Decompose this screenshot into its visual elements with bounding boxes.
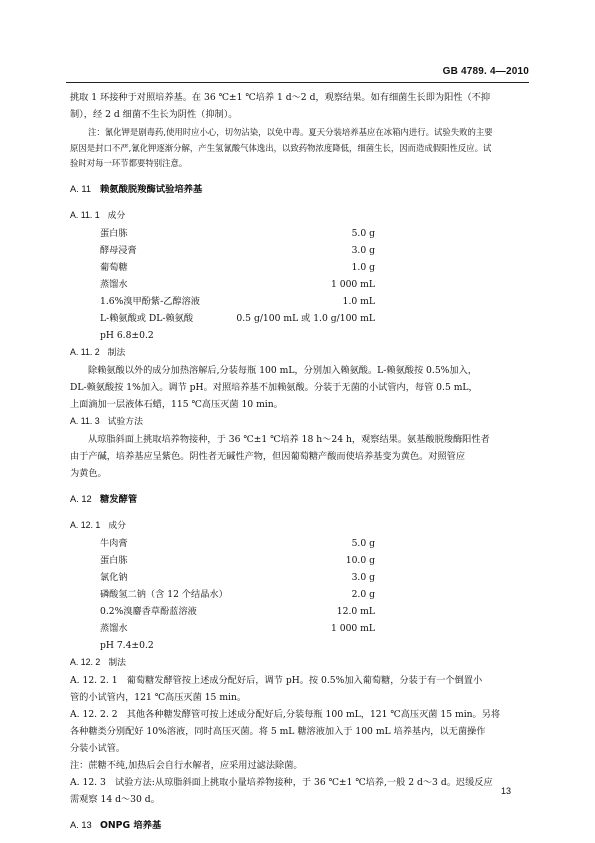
subsection-a12-2	[70, 654, 528, 672]
note-line: 验时对每一环节都要特别注意。	[70, 158, 188, 169]
ingredient-row	[100, 310, 375, 327]
page-body	[70, 89, 528, 843]
section-heading-a11	[70, 181, 528, 198]
ph-value: pH 7.4±0.2	[100, 639, 154, 651]
method-line: 除赖氨酸以外的成分加热溶解后,分装每瓶 100 mL，分别加入赖氨酸。L-赖氨酸按 0.5%加入，	[88, 364, 477, 376]
test-line: 从琼脂斜面上挑取培养物接种，于 36 ℃±1 ℃培养 18 h～24 h，观察结果。氨基酸脱羧酶阳性者	[88, 433, 490, 445]
subsection-a12-1	[70, 517, 528, 535]
test-line: 需观察 14 d～30 d。	[70, 793, 160, 805]
subsection-number: A. 11. 3	[70, 415, 100, 426]
ingredient-name: L-赖氨酸或 DL-赖氨酸	[100, 312, 194, 324]
intro-line: 挑取 1 环接种于对照培养基。在 36 ℃±1 ℃培养 1 d～2 d，观察结果。如有细菌生长即为阳性（不抑	[70, 92, 491, 103]
method-line: A. 12. 2. 2 其他各种糖发酵管可按上述成分配好后,分装每瓶 100 mL，121 ℃高压灭菌 15 min。另将	[70, 708, 501, 720]
ingredient-name: 牛肉膏	[100, 537, 128, 549]
subsection-number: A. 11. 2	[70, 346, 100, 357]
subsection-title: 试验方法	[107, 416, 143, 427]
ph-value: pH 6.8±0.2	[100, 329, 154, 341]
ingredient-name: 0.2%溴麝香草酚蓝溶液	[100, 605, 197, 617]
ingredient-row	[100, 242, 375, 259]
page-number: 13	[500, 786, 511, 796]
ingredient-name: 氯化钠	[100, 571, 128, 583]
ingredient-name: 磷酸氢二钠（含 12 个结晶水）	[100, 588, 228, 600]
method-line: 管的小试管内，121 ℃高压灭菌 15 min。	[70, 691, 247, 703]
ingredient-row	[100, 569, 375, 586]
method-line: DL-赖氨酸按 1%加入。调节 pH。对照培养基不加赖氨酸。分装于无菌的小试管内，每管 0.5 mL，	[70, 381, 478, 393]
method-line: 分装小试管。	[70, 742, 126, 754]
subsection-number: A. 11. 1	[70, 209, 100, 220]
ingredient-qty: 12.0 mL	[336, 605, 375, 617]
test-line: A. 12. 3 试验方法:从琼脂斜面上挑取小量培养物接种，于 36 ℃±1 ℃培养,一般 2 d～3 d。迟缓反应	[70, 776, 493, 788]
section-heading-a12	[70, 491, 528, 508]
subsection-title: 成分	[107, 210, 126, 221]
ingredient-name: 蛋白胨	[100, 554, 128, 566]
subsection-a11-1	[70, 207, 528, 225]
section-number: A. 12	[70, 493, 92, 504]
ingredient-row	[100, 603, 375, 620]
subsection-a11-2	[70, 344, 528, 362]
ingredient-qty: 1.0 g	[351, 261, 375, 273]
subsection-title: 制法	[108, 657, 126, 668]
ingredient-name: 1.6%溴甲酚紫-乙醇溶液	[100, 295, 200, 307]
ingredient-qty: 0.5 g/100 mL 或 1.0 g/100 mL	[236, 312, 375, 324]
section-title: ONPG 培养基	[100, 819, 162, 831]
ingredient-row	[100, 225, 375, 242]
ingredient-row	[100, 293, 375, 310]
subsection-title: 成分	[108, 520, 126, 531]
ingredient-row	[100, 552, 375, 569]
composition-table-a11	[100, 225, 375, 344]
cyanide-note	[70, 125, 528, 172]
note-line: 原因是封口不严,氰化钾逐渐分解，产生氢氰酸气体逸出，以致药物浓度降低，细菌生长，因而造成假阳性反应。试	[70, 142, 492, 153]
ingredient-row	[100, 535, 375, 552]
ph-row	[100, 327, 375, 344]
section-number: A. 11	[70, 183, 92, 194]
ingredient-qty: 1.0 mL	[342, 295, 375, 307]
ingredient-qty: 3.0 g	[351, 571, 375, 583]
section-number: A. 13	[70, 819, 92, 830]
subsection-title: 制法	[107, 347, 126, 358]
composition-table-a12	[100, 535, 375, 654]
ph-row	[100, 637, 375, 654]
subsection-a11-3	[70, 413, 528, 431]
ingredient-name: 蛋白胨	[100, 227, 128, 239]
standard-code-header: GB 4789. 4—2010	[442, 66, 529, 77]
ingredient-qty: 2.0 g	[351, 588, 375, 600]
section-title: 糖发酵管	[100, 493, 138, 505]
subsection-number: A. 12. 2	[70, 656, 101, 667]
ingredient-name: 酵母浸膏	[100, 244, 137, 256]
ingredient-row	[100, 259, 375, 276]
header-rule	[66, 82, 529, 83]
ingredient-qty: 1 000 mL	[330, 622, 375, 634]
ingredient-row	[100, 586, 375, 603]
ingredient-qty: 10.0 g	[345, 554, 375, 566]
subsection-number: A. 12. 1	[70, 519, 101, 530]
ingredient-qty: 5.0 g	[351, 537, 375, 549]
method-line: 各种糖类分别配好 10%溶液，同时高压灭菌。将 5 mL 糖溶液加入于 100 mL 培养基内，以无菌操作	[70, 725, 486, 737]
ingredient-qty: 3.0 g	[351, 244, 375, 256]
test-line: 由于产碱，培养基应呈紫色。阴性者无碱性产物，但因葡萄糖产酸而使培养基变为黄色。对照管应	[70, 450, 466, 462]
method-line: A. 12. 2. 1 葡萄糖发酵管按上述成分配好后，调节 pH。按 0.5%加入葡萄糖，分装于有一个倒置小	[70, 674, 483, 686]
ingredient-row	[100, 620, 375, 637]
ingredient-qty: 1 000 mL	[330, 278, 375, 290]
sucrose-note: 注：蔗糖不纯,加热后会自行水解者，应采用过滤法除菌。	[70, 759, 303, 771]
test-line: 为黄色。	[70, 467, 107, 479]
section-heading-a13	[70, 817, 528, 834]
section-title: 赖氨酸脱羧酶试验培养基	[100, 183, 203, 195]
ingredient-row	[100, 276, 375, 293]
ingredient-name: 蒸馏水	[100, 278, 128, 290]
ingredient-name: 蒸馏水	[100, 622, 128, 634]
ingredient-qty: 5.0 g	[351, 227, 375, 239]
method-line: 上面滴加一层液体石蜡，115 ℃高压灭菌 10 min。	[70, 398, 283, 410]
intro-line: 制），经 2 d 细菌不生长为阴性（抑制）。	[70, 109, 238, 120]
note-line: 注：氰化钾是剧毒药,使用时应小心，切勿沾染，以免中毒。夏天分装培养基应在冰箱内进行。试验失败的主要	[88, 127, 493, 137]
ingredient-name: 葡萄糖	[100, 261, 128, 273]
